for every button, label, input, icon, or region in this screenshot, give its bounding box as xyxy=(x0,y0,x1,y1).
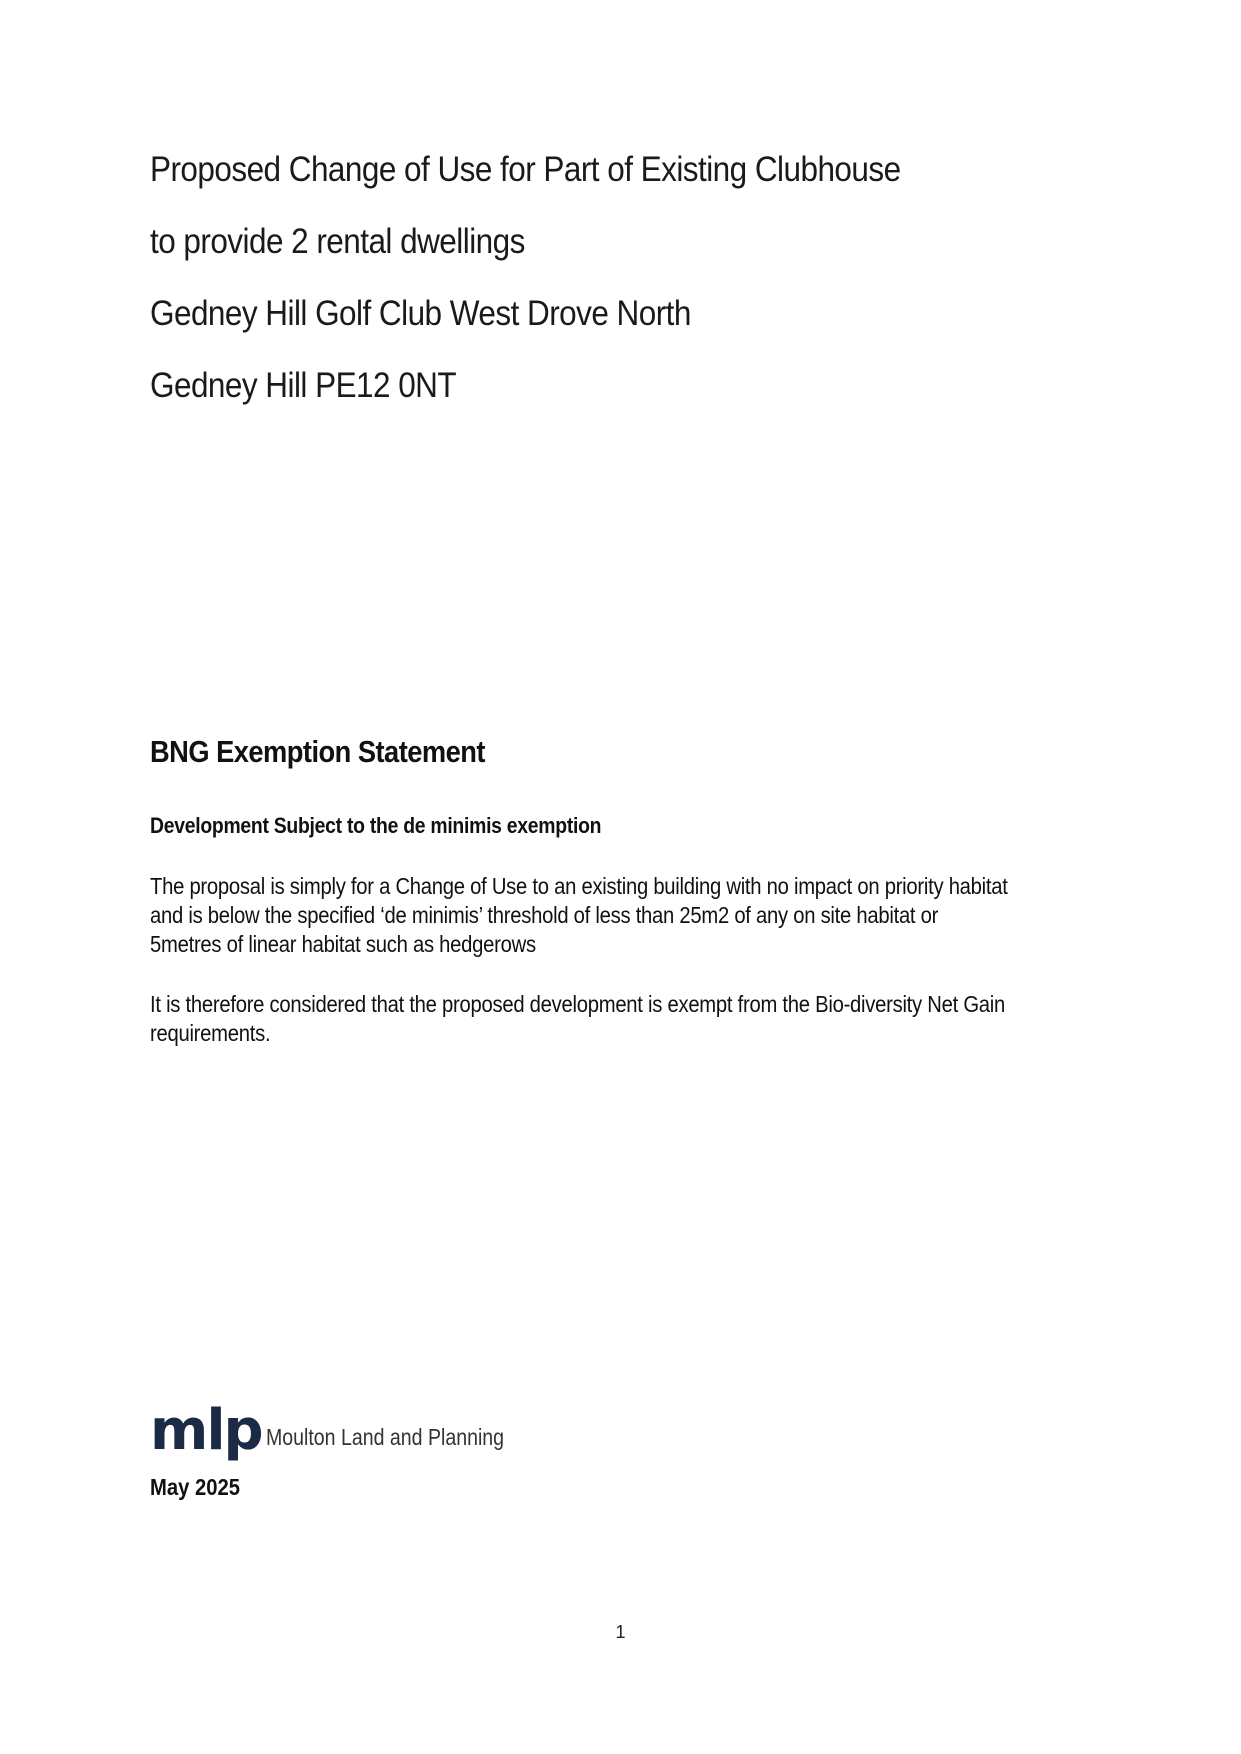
paragraph-2-line: requirements. xyxy=(150,1020,271,1046)
paragraph-2-line: It is therefore considered that the proposed development is exempt from the Bio-diversity Net Gain xyxy=(150,991,1006,1017)
section-subheading: Development Subject to the de minimis exemption xyxy=(150,813,602,838)
company-logo xyxy=(150,1398,546,1463)
paragraph-1-line: The proposal is simply for a Change of Use to an existing building with no impact on priority habitat xyxy=(150,873,1008,899)
paragraph-1-line: and is below the specified ‘de minimis’ threshold of less than 25m2 of any on site habitat or xyxy=(150,902,939,928)
paragraph-1-line: 5metres of linear habitat such as hedgerows xyxy=(150,931,536,957)
logo-company-name: Moulton Land and Planning xyxy=(265,1424,504,1450)
section-heading: BNG Exemption Statement xyxy=(150,734,485,769)
title-line-4: Gedney Hill PE12 0NT xyxy=(150,366,457,405)
logo-mark: mlp xyxy=(150,1398,262,1463)
title-line-2: to provide 2 rental dwellings xyxy=(150,222,525,261)
paragraph-2 xyxy=(150,990,1074,1048)
document-date: May 2025 xyxy=(150,1474,241,1500)
page-number: 1 xyxy=(615,1622,626,1642)
title-line-3: Gedney Hill Golf Club West Drove North xyxy=(150,294,691,333)
paragraph-1 xyxy=(150,872,1074,959)
title-line-1: Proposed Change of Use for Part of Existing Clubhouse xyxy=(150,150,901,189)
